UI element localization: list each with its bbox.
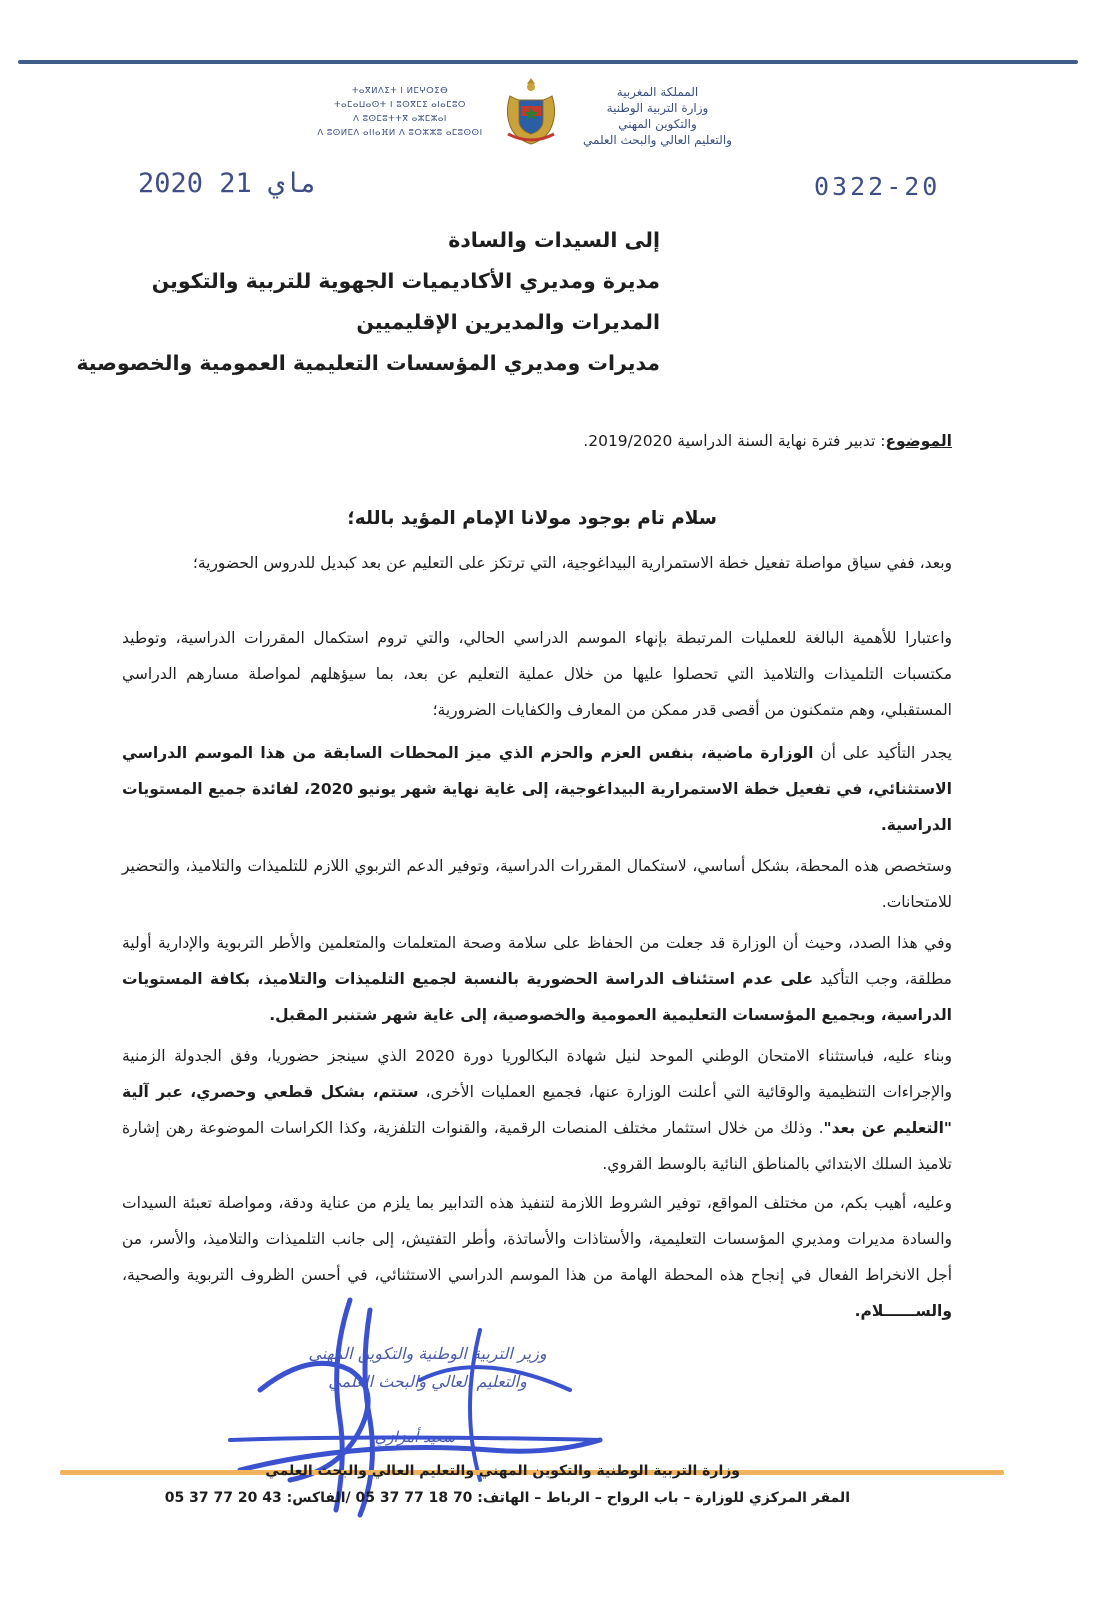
- header-rule: [18, 60, 1078, 64]
- paragraph-text: يجدر التأكيد على أن: [813, 744, 952, 762]
- header-line: ⵜⴰⴳⵍⴷⵉⵜ ⵏ ⵍⵎⵖⵔⵉⴱ: [351, 86, 449, 96]
- header-line: ⵜⴰⵎⴰⵡⴰⵙⵜ ⵏ ⵓⵙⴳⵎⵉ ⴰⵏⴰⵎⵓⵔ: [334, 100, 466, 110]
- paragraph-3: [122, 735, 952, 843]
- paragraph-text: وعليه، أهيب بكم، من مختلف المواقع، توفير الشروط اللازمة لتنفيذ هذه التدابير بما يلزم من عناية ودقة، ومواصلة تعبئة السيدات والسادة مديرات ومديري المؤسسات التعليمية، والأستاذات والأساتذة، وأطر التفتيش، إلى جانب التلميذات والتلاميذ، والأسر، من أجل الانخراط الفعال في إنجاح هذه المحطة الهامة من هذا الموسم الدراسي الاستثنائي، في أحسن الظروف التربوية والصحية،: [122, 1194, 952, 1284]
- date-stamp: 2020 ماي 21: [138, 168, 317, 199]
- subject-line: [152, 432, 952, 450]
- reference-number-stamp: 0322-20: [814, 172, 941, 201]
- greeting: سلام تام بوجود مولانا الإمام المؤيد بالله؛: [347, 508, 717, 529]
- paragraph-2: واعتبارا للأهمية البالغة للعمليات المرتبطة بإنهاء الموسم الدراسي الحالي، والتي تروم استكمال المقررات الدراسية، وتوطيد مكتسبات التلميذات والتلاميذ التي تحصلوا عليها من خلال عملية التعليم عن بعد، بما سيؤهلهم لمواصلة مسارهم الدراسي المستقبلي، وهم متمكنون من أقصى قدر ممكن من المعارف والكفايات الضرورية؛: [122, 629, 952, 719]
- addressees-block: [76, 220, 660, 384]
- paragraph-emphasis: على عدم استئناف الدراسة الحضورية بالنسبة لجميع التلميذات والتلاميذ، بكافة المستويات الدراسية، وبجميع المؤسسات التعليمية العمومية والخصوصية، إلى غاية شهر شتنبر المقبل.: [122, 970, 952, 1024]
- signatory-title-line: والتعليم العالي والبحث العلمي: [328, 1372, 527, 1391]
- paragraph-5: [122, 925, 952, 1033]
- paragraph-emphasis: ستتم، بشكل قطعي وحصري، عبر آلية "التعليم عن بعد": [122, 1083, 952, 1137]
- footer-address: المقر المركزي للوزارة – باب الرواح – الرباط – الهاتف: 70 18 77 37 05 /الفاكس: 43 20 77 37 05: [164, 1490, 850, 1506]
- paragraph-text: وبناء عليه، فباستثناء الامتحان الوطني الموحد لنيل شهادة البكالوريا دورة 2020 الذي سينجز حضوريا، وفق الجدولة الزمنية والإجراءات التنظيمية والوقائية التي أعلنت الوزارة عنها، فجميع العمليات الأخرى،: [122, 1047, 952, 1101]
- header-line: المملكة المغربية: [616, 85, 699, 99]
- signatory-title-line: وزير التربية الوطنية والتكوين المهني: [308, 1344, 547, 1363]
- addressee-line: مديرة ومديري الأكاديميات الجهوية للتربية والتكوين: [151, 269, 660, 293]
- header-line: والتكوين المهني: [618, 117, 697, 131]
- ministry-header-arabic: [570, 84, 745, 148]
- signatory-name: سعيد أمزازي: [374, 1428, 456, 1446]
- addressee-line: مديرات ومديري المؤسسات التعليمية العمومية والخصوصية: [76, 351, 660, 375]
- paragraph-6: [122, 1038, 952, 1182]
- addressee-line: إلى السيدات والسادة: [448, 228, 660, 252]
- header-line: والتعليم العالي والبحث العلمي: [583, 133, 732, 147]
- subject-label: الموضوع: [885, 432, 952, 450]
- footer-ministry-name: وزارة التربية الوطنية والتكوين المهني والتعليم العالي والبحث العلمي: [265, 1463, 740, 1479]
- header-line: ⴷ ⵓⵙⵎⵓⵜⵜⴳ ⴰⵣⵎⵣⴰⵏ: [353, 114, 447, 124]
- addressee-line: المديرات والمديرين الإقليميين: [356, 310, 660, 334]
- header-line: ⴷ ⵓⵙⵍⵎⴷ ⴰⵏⵏⴰⴼⵍ ⴷ ⵓⵔⵣⵣⵓ ⴰⵎⵓⵙⵙⵏ: [317, 128, 483, 138]
- paragraph-4: وستخصص هذه المحطة، بشكل أساسي، لاستكمال المقررات الدراسية، وتوفير الدعم التربوي اللازم للتلميذات والتلاميذ، والتحضير للامتحانات.: [122, 857, 952, 911]
- paragraph-text: وفي هذا الصدد، وحيث أن الوزارة قد جعلت من الحفاظ على سلامة وصحة المتعلمات والمتعلمين والأطر التربوية والإدارية أولية مطلقة، وجب التأكيد: [122, 934, 952, 988]
- paragraph-1: وبعد، ففي سياق مواصلة تفعيل خطة الاستمرارية البيداغوجية، التي ترتكز على التعليم عن بعد كبديل للدروس الحضورية؛: [192, 554, 952, 572]
- closing-salutation: والســــــلام.: [854, 1302, 952, 1320]
- paragraph-emphasis: الوزارة ماضية، بنفس العزم والحزم الذي ميز المحطات السابقة من هذا الموسم الدراسي الاستثنائي، في تفعيل خطة الاستمرارية البيداغوجية، إلى غاية نهاية شهر يونيو 2020، لفائدة جميع المستويات الدراسية.: [122, 744, 952, 834]
- ministry-header-amazigh: [300, 84, 500, 140]
- coat-of-arms-icon: [502, 76, 560, 148]
- paragraph-text: . وذلك من خلال استثمار مختلف المنصات الرقمية، والقنوات التلفزية، وكذا الكراسات الموضوعة رهن إشارة تلاميذ السلك الابتدائي بالمناطق النائية بالوسط القروي.: [122, 1119, 952, 1173]
- header-line: وزارة التربية الوطنية: [606, 101, 709, 115]
- subject-text: : تدبير فترة نهاية السنة الدراسية 2019/2020.: [583, 432, 886, 450]
